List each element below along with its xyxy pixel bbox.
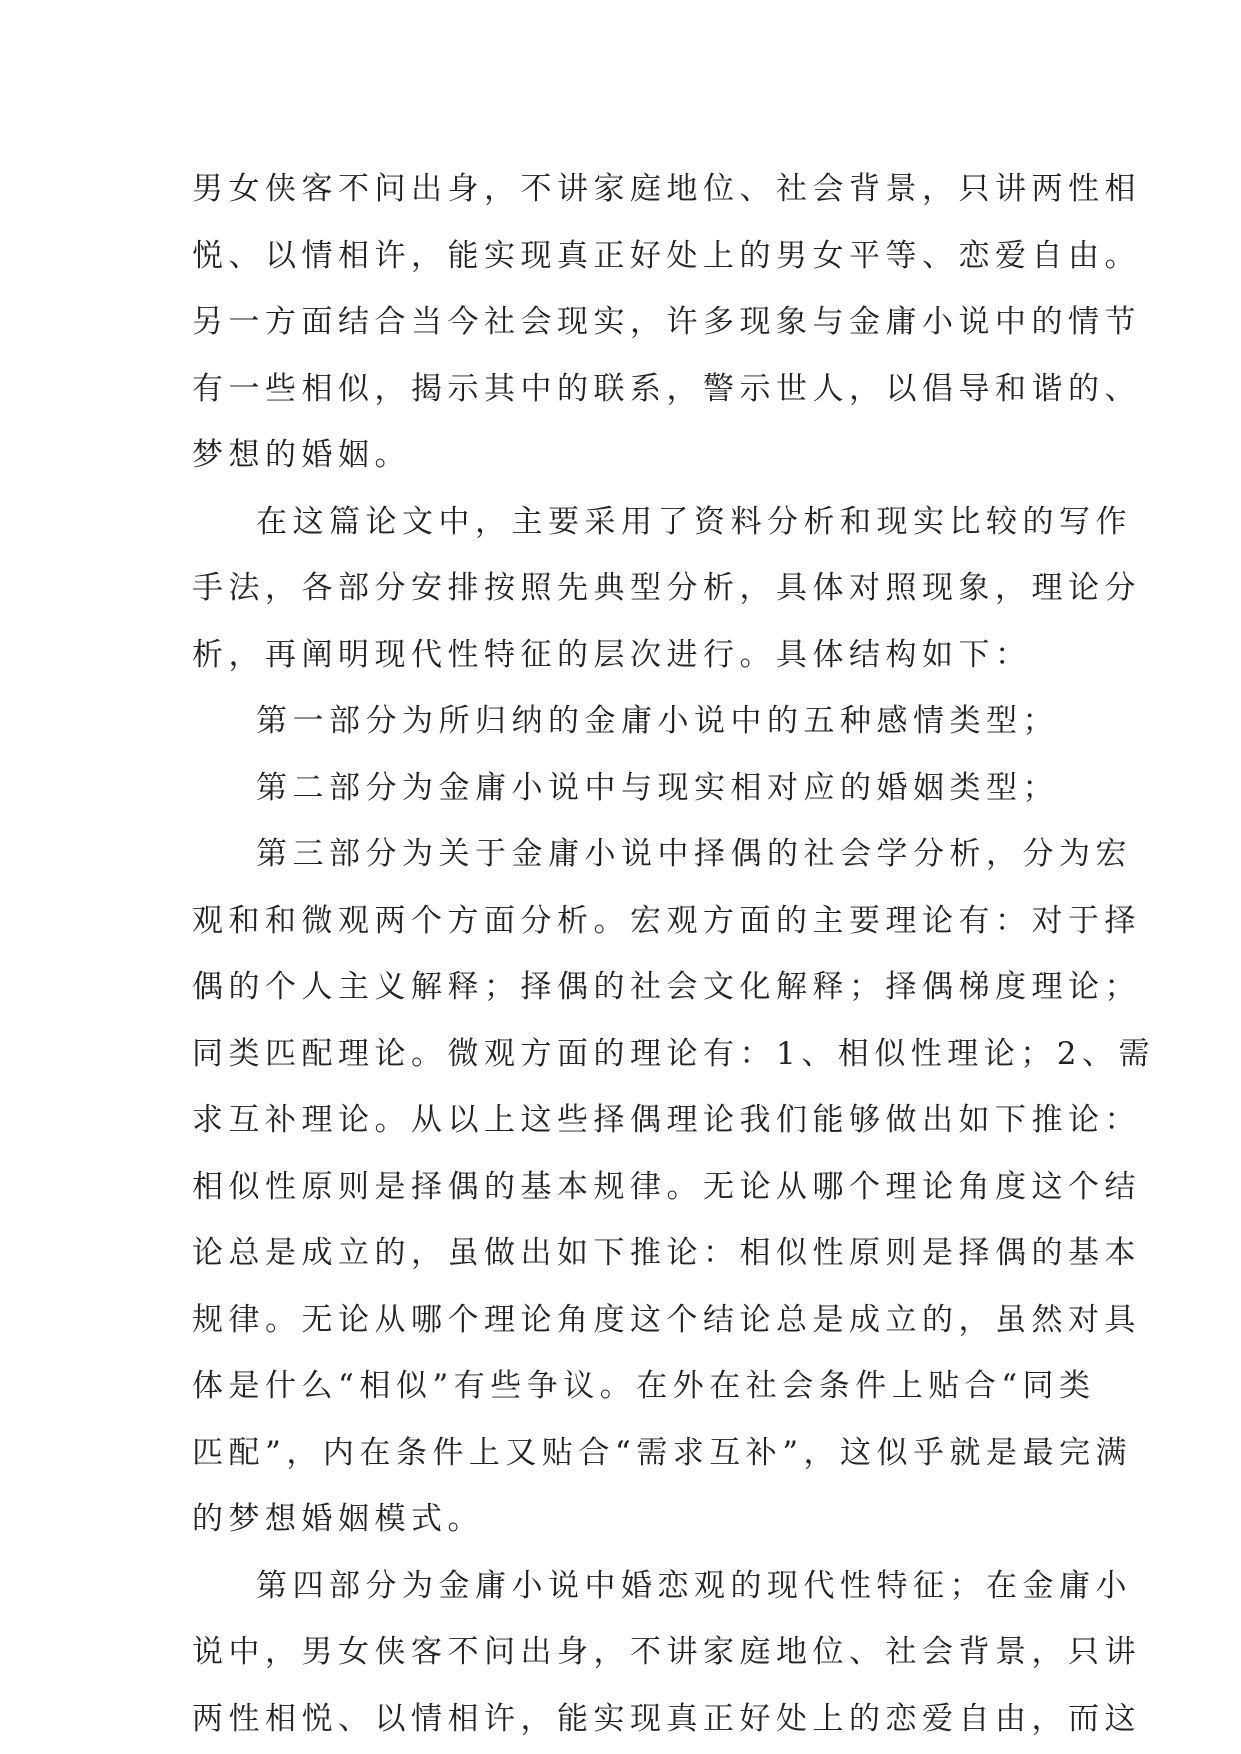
text-line: 的梦想婚姻模式。 (192, 1501, 484, 1537)
body-text (192, 156, 1155, 1752)
text-line: 析，再阐明现代性特征的层次进行。具体结构如下： (192, 636, 1032, 673)
paragraph-first-line: 第四部分为金庸小说中婚恋观的现代性特征；在金庸小 (256, 1567, 1132, 1604)
text-line: 两性相悦、以情相许，能实现真正好处上的恋爱自由，而这 (192, 1700, 1141, 1737)
text-line: 悦、以情相许，能实现真正好处上的男女平等、恋爱自由。 (192, 237, 1141, 274)
text-line: 说中，男女侠客不问出身，不讲家庭地位、社会背景，只讲 (192, 1634, 1141, 1670)
text-line: 论总是成立的，虽做出如下推论：相似性原则是择偶的基本 (192, 1235, 1141, 1271)
text-line: 体是什么“相似”有些争议。在外在社会条件上贴合“同类 (192, 1368, 1096, 1404)
text-line: 同类匹配理论。微观方面的理论有：1、相似性理论；2、需 (192, 1035, 1155, 1072)
text-line: 匹配”，内在条件上又贴合“需求互补”，这似乎就是最完满 (192, 1434, 1133, 1471)
text-line: 有一些相似，揭示其中的联系，警示世人，以倡导和谐的、 (192, 370, 1141, 407)
text-line: 男女侠客不问出身，不讲家庭地位、社会背景，只讲两性相 (192, 171, 1141, 207)
text-line: 另一方面结合当今社会现实，许多现象与金庸小说中的情节 (192, 304, 1141, 340)
text-line: 相似性原则是择偶的基本规律。无论从哪个理论角度这个结 (192, 1168, 1141, 1205)
text-line: 手法，各部分安排按照先典型分析，具体对照现象，理论分 (192, 570, 1141, 606)
paragraph-first-line: 第二部分为金庸小说中与现实相对应的婚姻类型； (256, 769, 1059, 806)
paragraph-first-line: 第三部分为关于金庸小说中择偶的社会学分析，分为宏 (256, 836, 1132, 872)
text-line: 偶的个人主义解释；择偶的社会文化解释；择偶梯度理论； (192, 969, 1141, 1005)
text-line: 求互补理论。从以上这些择偶理论我们能够做出如下推论： (192, 1102, 1141, 1138)
text-line: 梦想的婚姻。 (192, 437, 411, 473)
paragraph-first-line: 在这篇论文中，主要采用了资料分析和现实比较的写作 (256, 503, 1132, 540)
paragraph-first-line: 第一部分为所归纳的金庸小说中的五种感情类型； (256, 703, 1059, 739)
text-line: 观和和微观两个方面分析。宏观方面的主要理论有：对于择 (192, 902, 1141, 939)
text-line: 规律。无论从哪个理论角度这个结论总是成立的，虽然对具 (192, 1301, 1141, 1338)
